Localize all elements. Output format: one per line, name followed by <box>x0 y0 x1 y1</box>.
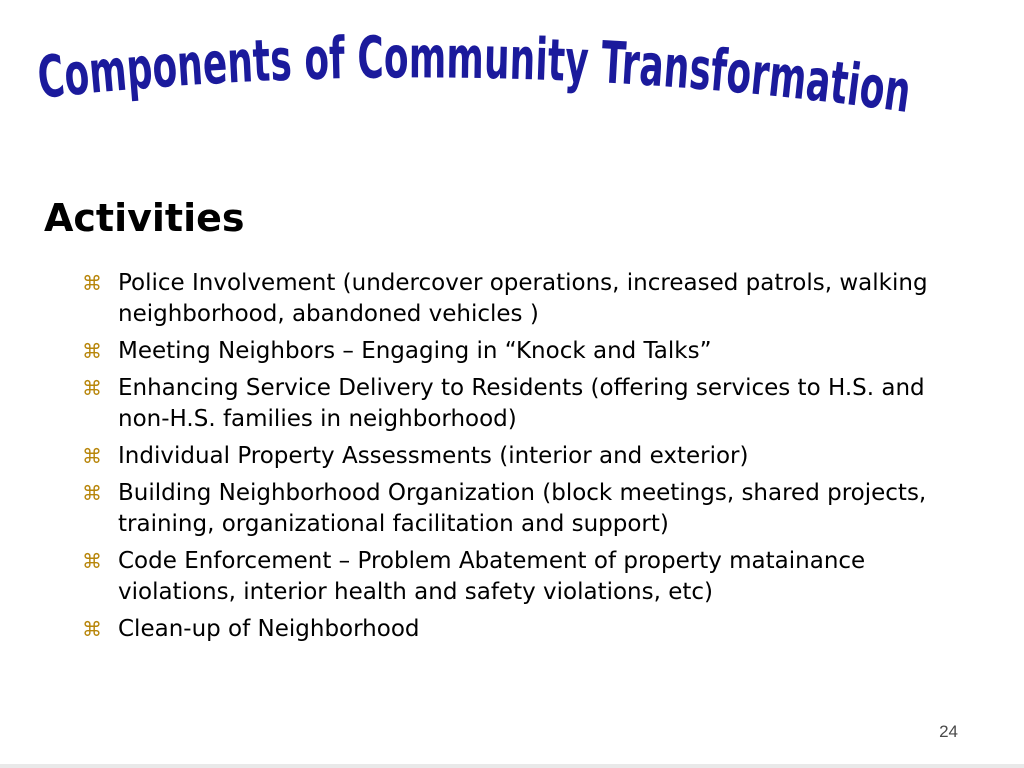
list-item <box>82 614 962 645</box>
bottom-divider <box>0 764 1024 768</box>
bullet-list <box>82 268 962 651</box>
slide-title <box>34 23 931 129</box>
command-key-icon: ⌘ <box>82 549 102 573</box>
list-item-text: Individual Property Assessments (interior and exterior) <box>118 443 749 469</box>
slide-title-graphic <box>0 10 1024 150</box>
list-item-text: Code Enforcement – Problem Abatement of property matainance violations, interior health and safety violations, etc) <box>118 548 866 605</box>
command-key-icon: ⌘ <box>82 481 102 505</box>
list-item <box>82 546 962 608</box>
list-item <box>82 441 962 472</box>
command-key-icon: ⌘ <box>82 271 102 295</box>
command-key-icon: ⌘ <box>82 444 102 468</box>
list-item-text: Meeting Neighbors – Engaging in “Knock and Talks” <box>118 338 712 364</box>
list-item <box>82 478 962 540</box>
slide-title-container <box>0 10 1024 150</box>
list-item-text: Building Neighborhood Organization (block meetings, shared projects, training, organizational facilitation and support) <box>118 480 927 537</box>
slide-title-text: Components of Community Transformation <box>34 23 931 129</box>
page-number: 24 <box>939 722 958 741</box>
list-item <box>82 336 962 367</box>
list-item-text: Clean-up of Neighborhood <box>118 616 420 642</box>
list-item <box>82 373 962 435</box>
command-key-icon: ⌘ <box>82 617 102 641</box>
list-item-text: Enhancing Service Delivery to Residents (offering services to H.S. and non-H.S. families in neighborhood) <box>118 375 925 432</box>
list-item-text: Police Involvement (undercover operations, increased patrols, walking neighborhood, abandoned vehicles ) <box>118 270 928 327</box>
command-key-icon: ⌘ <box>82 376 102 400</box>
section-heading: Activities <box>44 196 245 240</box>
list-item <box>82 268 962 330</box>
command-key-icon: ⌘ <box>82 339 102 363</box>
